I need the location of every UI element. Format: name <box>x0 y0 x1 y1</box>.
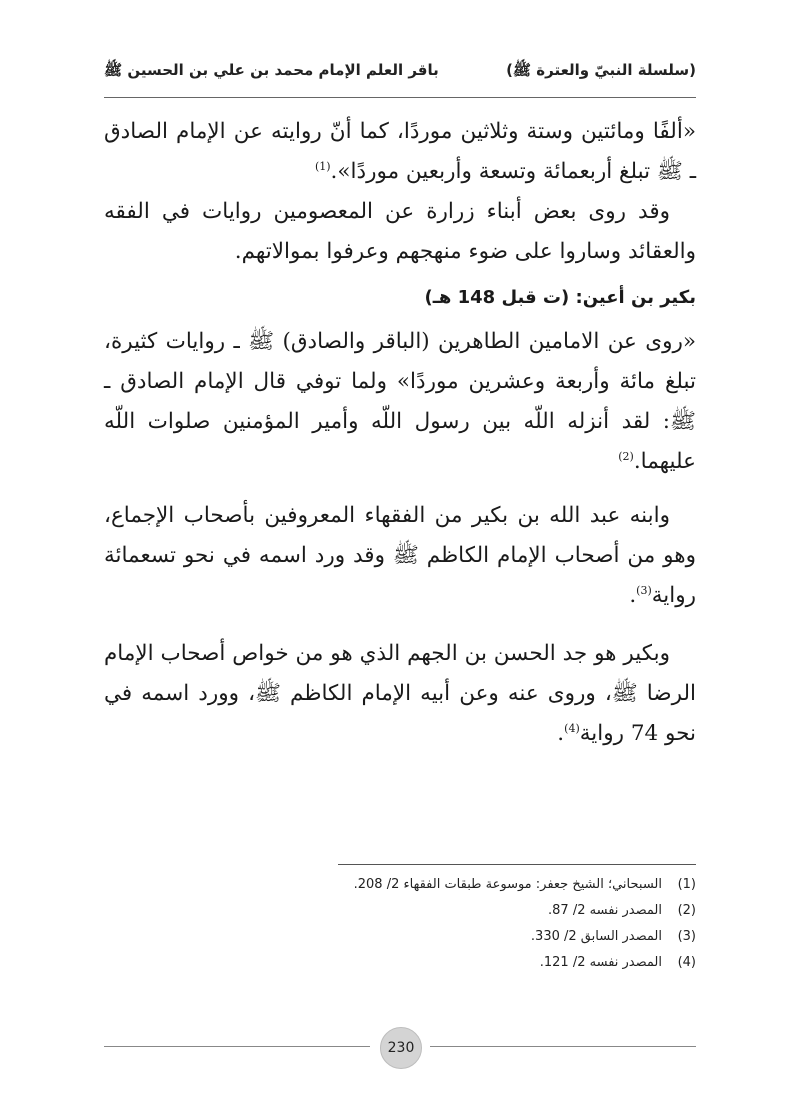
footnote-ref-1: (1) <box>314 159 331 173</box>
footnotes <box>104 872 696 976</box>
footnote-divider <box>338 864 696 865</box>
paragraph-end: . <box>629 583 637 608</box>
paragraph-text: «روى عن الامامين الطاهرين (الباقر والصادق) ﷺ ـ روايات كثيرة، تبلغ مائة وأربعة وعشرين موردًا» ولما توفي قال الإمام الصادق ـ ﷺ: لقد أنزله اللّه بين رسول اللّه وأمير المؤمنين صلوات اللّه عليهما. <box>104 329 696 474</box>
header-divider <box>104 97 696 98</box>
footnote-number: (1) <box>677 877 696 892</box>
footnote-number: (3) <box>677 929 696 944</box>
footnote-item <box>104 898 696 924</box>
footnote-text: المصدر السابق 2/ 330. <box>530 929 662 944</box>
paragraph-quote-2 <box>104 322 696 482</box>
footnote-number: (4) <box>677 955 696 970</box>
paragraph-text: وابنه عبد الله بن بكير من الفقهاء المعروفين بأصحاب الإجماع، وهو من أصحاب الإمام الكاظم ﷺ وقد ورد اسمه في نحو تسعمائة رواية <box>104 503 696 608</box>
footer-rule-left <box>104 1046 370 1047</box>
footnote-ref-3: (3) <box>636 583 652 597</box>
chapter-title: باقر العلم الإمام محمد بن علي بن الحسين ﷺ <box>104 61 439 79</box>
running-header <box>104 52 696 92</box>
footnote-item <box>104 950 696 976</box>
paragraph-bukayr <box>104 634 696 754</box>
paragraph-end: . <box>557 721 565 746</box>
footnote-ref-2: (2) <box>618 449 634 463</box>
main-text <box>104 112 696 754</box>
series-title: (سلسلة النبيّ والعترة ﷺ) <box>506 61 696 79</box>
footnote-item <box>104 924 696 950</box>
footnote-text: المصدر نفسه 2/ 87. <box>548 903 662 918</box>
section-heading: بكير بن أعين: (ت قبل 148 هـ) <box>424 287 696 308</box>
paragraph-abdullah <box>104 496 696 616</box>
footer-rule-right <box>430 1046 696 1047</box>
footnote-item <box>104 872 696 898</box>
page-number: 230 <box>380 1027 422 1069</box>
footnote-ref-4: (4) <box>564 721 580 735</box>
footnote-text: المصدر نفسه 2/ 121. <box>539 955 662 970</box>
paragraph-quote-1 <box>104 112 696 192</box>
paragraph-text: وبكير هو جد الحسن بن الجهم الذي هو من خواص أصحاب الإمام الرضا ﷺ، وروى عنه وعن أبيه الإمام الكاظم ﷺ، وورد اسمه في نحو 74 رواية <box>104 641 696 746</box>
paragraph-text: «ألفًا ومائتين وستة وثلاثين موردًا، كما أنّ روايته عن الإمام الصادق ـ ﷺ تبلغ أربعمائة وتسعة وأربعين موردًا». <box>104 119 696 184</box>
footnote-number: (2) <box>677 903 696 918</box>
paragraph-zurara-sons: وقد روى بعض أبناء زرارة عن المعصومين روايات في الفقه والعقائد وساروا على ضوء منهجهم وعرفوا بموالاتهم. <box>104 199 696 264</box>
footnote-text: السبحاني؛ الشيخ جعفر: موسوعة طبقات الفقهاء 2/ 208. <box>353 877 662 892</box>
